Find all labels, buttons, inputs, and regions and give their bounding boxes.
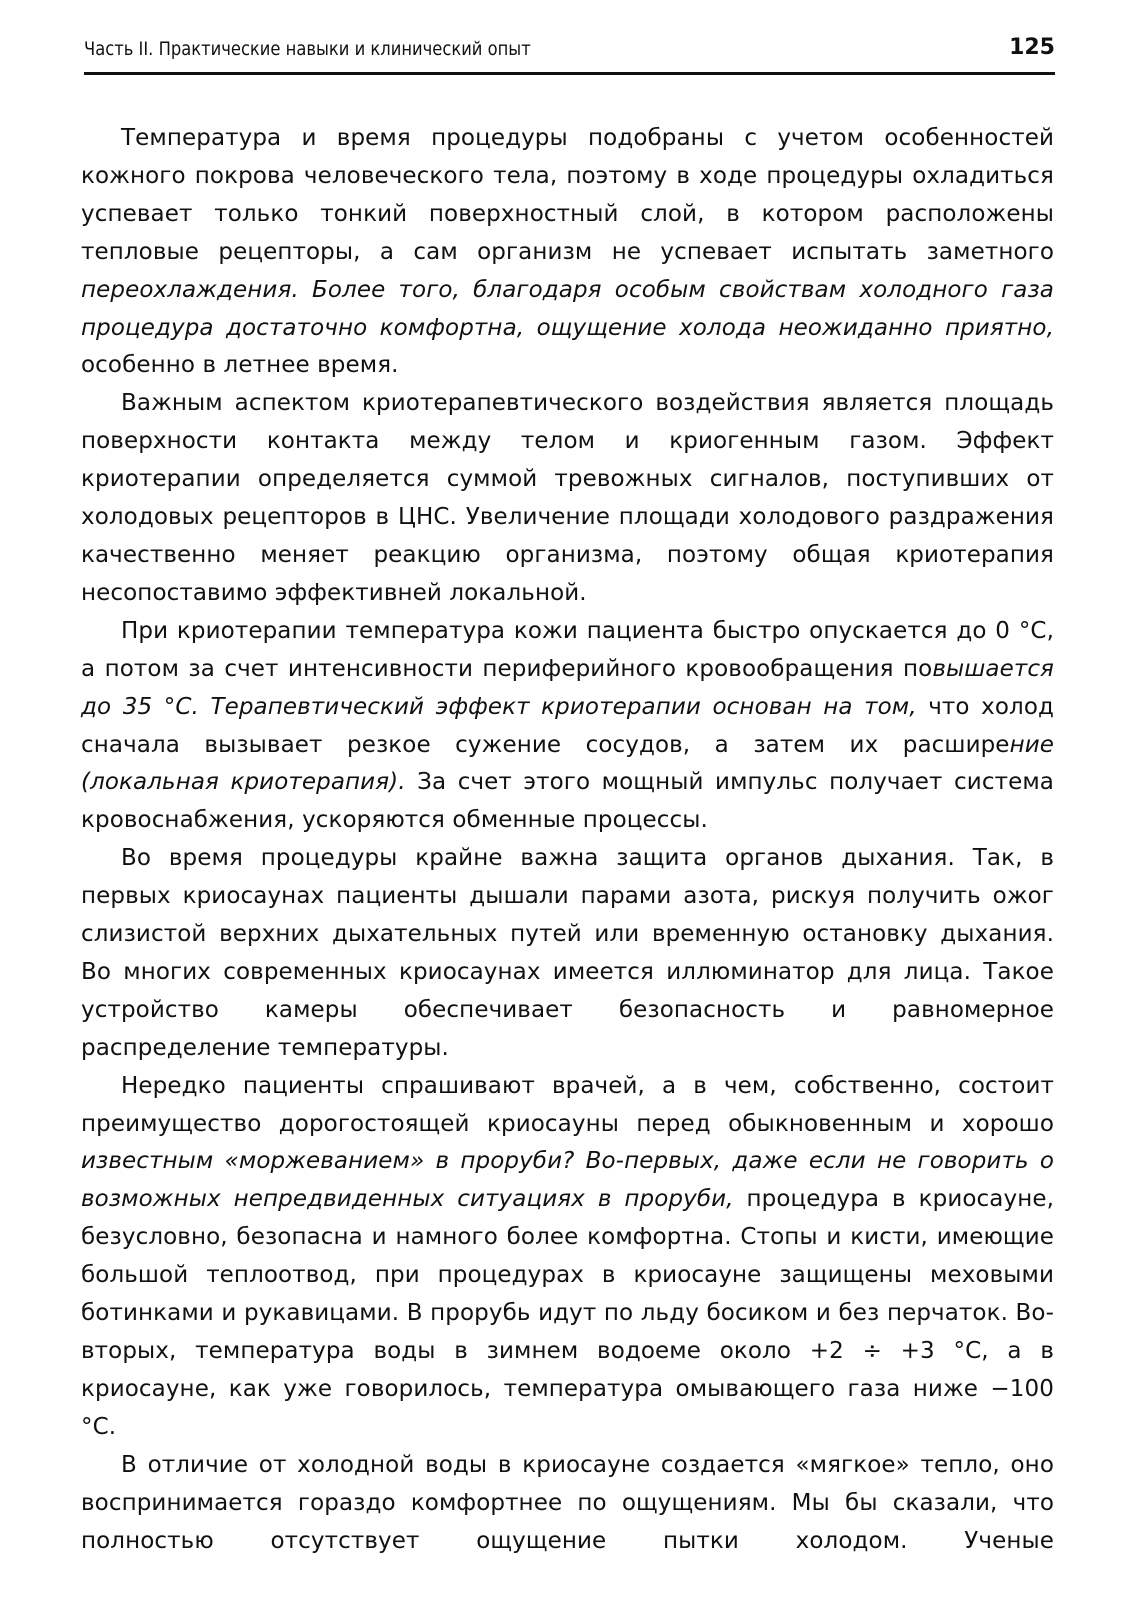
page-number: 125: [1009, 35, 1055, 60]
italic-text-segment: известным «моржеванием» в проруби? Во-первых, даже если не говорить о возможных непредвиденных ситуациях в проруби,: [81, 1148, 1054, 1213]
paragraph-2: [81, 385, 1054, 612]
text-segment: За счет этого мощный импульс получает система кровоснабжения, ускоряются обменные процессы.: [81, 769, 1054, 834]
text-segment: процедура в криосауне, безусловно, безопасна и намного более комфортна. Стопы и кисти, имеющие большой теплоотвод, при процедурах в криосауне защищены меховыми ботинками и рукавицами. В прорубь идут по льду босиком и без перчаток. Во-вторых, температура воды в зимнем водоеме около +2 ÷ +3 °С, а в криосауне, как уже говорилось, температура омывающего газа ниже −100 °С.: [81, 1186, 1055, 1440]
paragraph-6: [81, 1447, 1054, 1561]
italic-text-segment: ние (локальная криотерапия).: [81, 731, 1054, 796]
text-segment: В отличие от холодной воды в криосауне создается «мягкое» тепло, оно воспринимается гораздо комфортнее по ощущениям. Мы бы сказали, что полностью отсутствует ощущение пытки холодом. Ученые: [81, 1451, 1054, 1554]
header-rule: [84, 72, 1055, 75]
text-segment: Важным аспектом криотерапевтического воздействия является площадь поверхности контакта между телом и криогенным газом. Эффект криотерапии определяется суммой тревожных сигналов, поступивших от холодовых рецепторов в ЦНС. Увеличение площади холодового раздражения качественно меняет реакцию организма, поэтому общая криотерапия несопоставимо эффективней локальной.: [81, 390, 1054, 606]
italic-text-segment: переохлаждения. Более того, благодаря особым свойствам холодного газа процедура достаточно комфортна, ощущение холода неожиданно приятно,: [81, 276, 1054, 341]
text-segment: Нередко пациенты спрашивают врачей, а в чем, собственно, состоит преимущество дорогостоящей криосауны перед обыкновенным и хорошо: [81, 1072, 1054, 1137]
text-segment: Температура и время процедуры подобраны с учетом особенностей кожного покрова человеческого тела, поэтому в ходе процедуры охладиться успевает только тонкий поверхностный слой, в котором расположены тепловые рецепторы, а сам организм не успевает испытать заметного: [81, 125, 1054, 265]
body-text: [81, 120, 1054, 1560]
text-segment: Во время процедуры крайне важна защита органов дыхания. Так, в первых криосаунах пациенты дышали парами азота, рискуя получить ожог слизистой верхних дыхательных путей или временную остановку дыхания. Во многих современных криосаунах имеется иллюминатор для лица. Такое устройство камеры обеспечивает безопасность и равномерное распределение температуры.: [81, 845, 1054, 1061]
chapter-title: Часть II. Практические навыки и клинический опыт: [84, 38, 531, 60]
paragraph-1: [81, 120, 1054, 385]
paragraph-5: [81, 1068, 1054, 1447]
italic-text-segment: вышается до 35 °С. Терапевтический эффект криотерапии основан на том,: [81, 655, 1054, 720]
text-segment: что холод сначала вызывает резкое сужение сосудов, а затем их расшире: [81, 693, 1054, 758]
text-segment: особенно в летнее время.: [81, 352, 399, 379]
paragraph-3: [81, 613, 1054, 840]
paragraph-4: [81, 840, 1054, 1067]
text-segment: При криотерапии температура кожи пациента быстро опускается до 0 °С, а потом за счет интенсивности периферийного кровообращения по: [81, 617, 1054, 682]
running-header: [84, 30, 1055, 70]
